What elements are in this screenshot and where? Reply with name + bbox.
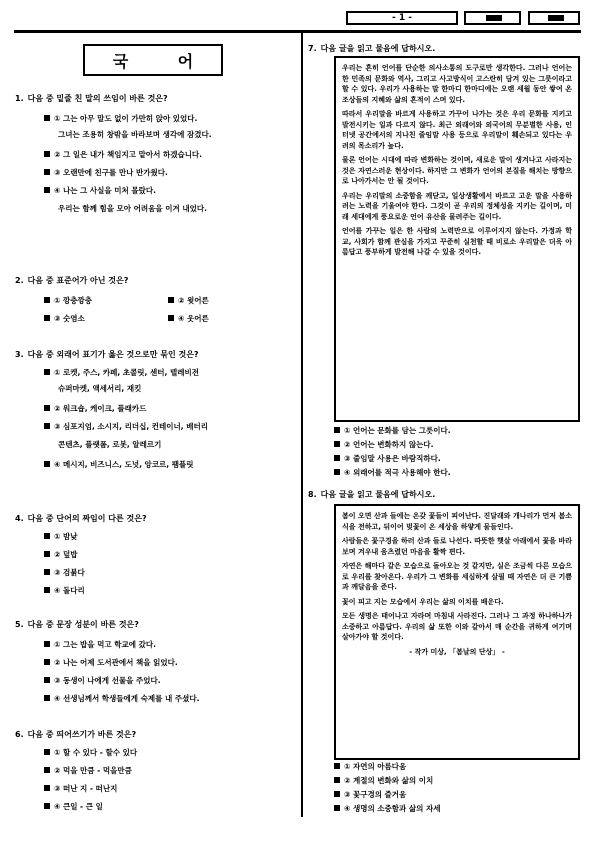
q3-option-3[interactable]: ③ 심포지엄, 소시지, 리더십, 컨테이너, 배터리 xyxy=(44,422,208,432)
q1-option-4[interactable]: ④ 나는 그 사실을 미처 몰랐다. xyxy=(44,186,156,196)
q4-option-2[interactable]: ② 덮밥 xyxy=(44,550,77,560)
q8-option-3[interactable]: ③ 꽃구경의 즐거움 xyxy=(334,790,406,800)
passage-paragraph: 꽃이 피고 지는 모습에서 우리는 삶의 이치를 배운다. xyxy=(342,597,504,606)
question-7: 7. 다음 글을 읽고 물음에 답하시오. xyxy=(308,44,436,53)
q3-option-4[interactable]: ④ 메시지, 비즈니스, 도넛, 앙코르, 팸플릿 xyxy=(44,460,193,470)
q5-option-4[interactable]: ④ 선생님께서 학생들에게 숙제를 내 주셨다. xyxy=(44,694,199,704)
header-box-3 xyxy=(528,11,580,25)
question-8: 8. 다음 글을 읽고 물음에 답하시오. xyxy=(308,490,436,499)
header-box-2 xyxy=(464,11,521,25)
passage-paragraph: 물론 언어는 시대에 따라 변화하는 것이며, 새로운 말이 생겨나고 사라지는 것은 자연스러운 현상이다. 하지만 그 변화가 언어의 본질을 해치는 방향으로 나아가서는 안 될 것이다. xyxy=(342,156,572,185)
q4-option-1[interactable]: ① 밤낮 xyxy=(44,532,77,542)
passage-paragraph: 봄이 오면 산과 들에는 온갖 꽃들이 피어난다. 진달래와 개나리가 먼저 봄소식을 전하고, 뒤이어 벚꽃이 온 세상을 하얗게 물들인다. xyxy=(342,512,572,531)
q7-option-2[interactable]: ② 언어는 변화하지 않는다. xyxy=(334,440,433,450)
q8-option-2[interactable]: ② 계절의 변화와 삶의 이치 xyxy=(334,776,433,786)
q3-option-1[interactable]: ① 로켓, 주스, 카페, 초콜릿, 센터, 텔레비전 xyxy=(44,368,199,378)
subject-title-box xyxy=(83,44,223,76)
q7-option-4[interactable]: ④ 외래어를 적극 사용해야 한다. xyxy=(334,468,451,478)
q3-continuation: 콘텐츠, 플랫폼, 로봇, 알레르기 xyxy=(58,440,162,449)
q4-option-4[interactable]: ④ 돌다리 xyxy=(44,586,85,596)
question-2: 2. 다음 중 표준어가 아닌 것은? xyxy=(15,276,129,285)
passage-paragraph: 언어를 가꾸는 일은 한 사람의 노력만으로 이루어지지 않는다. 가정과 학교, 사회가 함께 관심을 가지고 꾸준히 실천할 때 비로소 우리말은 더욱 아름답고 풍부하게 발전해 나갈 수 있을 것이다. xyxy=(342,227,572,256)
q7-option-3[interactable]: ③ 줄임말 사용은 바람직하다. xyxy=(334,454,441,464)
q1-continuation: 우리는 함께 힘을 모아 어려움을 이겨 내었다. xyxy=(58,204,207,213)
q2-option-1[interactable]: ① 깡충깡충 xyxy=(44,296,92,306)
q6-option-3[interactable]: ③ 떠난 지 - 떠난지 xyxy=(44,784,117,794)
passage-paragraph: 우리는 우리말의 소중함을 깨닫고, 일상생활에서 바르고 고운 말을 사용하려는 노력을 기울여야 한다. 그것이 곧 우리의 정체성을 지키는 길이며, 미래 세대에게 풍요로운 언어 유산을 물려주는 길이다. xyxy=(342,191,572,221)
q6-option-2[interactable]: ② 먹을 만큼 - 먹을만큼 xyxy=(44,766,132,776)
q7-option-1[interactable]: ① 언어는 문화를 담는 그릇이다. xyxy=(334,426,451,436)
q3-continuation: 슈퍼마켓, 액세서리, 재킷 xyxy=(58,384,142,393)
passage-paragraph: 사람들은 꽃구경을 하러 산과 들로 나선다. 따뜻한 햇살 아래에서 꽃을 바라보며 겨우내 움츠렸던 마음을 활짝 편다. xyxy=(342,537,572,556)
q3-option-2[interactable]: ② 워크숍, 케이크, 플래카드 xyxy=(44,404,146,414)
q5-option-2[interactable]: ② 나는 어제 도서관에서 책을 읽었다. xyxy=(44,658,178,668)
q5-option-1[interactable]: ① 그는 밥을 먹고 학교에 갔다. xyxy=(44,640,156,650)
passage-paragraph: 우리는 흔히 언어를 단순한 의사소통의 도구로만 생각한다. 그러나 언어는 한 민족의 문화와 역사, 그리고 사고방식이 고스란히 담겨 있는 그릇이라고 할 수 있다. 우리가 사용하는 말 한마디 한마디에는 오랜 세월 동안 쌓여 온 조상들의 지혜와 삶의 흔적이 스며 있다. xyxy=(342,64,572,104)
subject-title: 국 어 xyxy=(112,51,216,71)
question-3: 3. 다음 중 외래어 표기가 옳은 것으로만 묶인 것은? xyxy=(15,350,199,359)
q2-option-4[interactable]: ④ 웃어른 xyxy=(168,314,209,324)
question-5: 5. 다음 중 문장 성분이 바른 것은? xyxy=(15,620,139,629)
q1-option-1[interactable]: ① 그는 아무 말도 없이 가만히 앉아 있었다. xyxy=(44,114,197,124)
q2-option-3[interactable]: ③ 숫염소 xyxy=(44,314,85,324)
passage-paragraph: 모든 생명은 태어나고 자라며 마침내 사라진다. 그러나 그 과정 하나하나가 소중하고 아름답다. 우리의 삶 또한 이와 같아서 매 순간을 귀하게 여기며 살아가야 할 것이다. xyxy=(342,612,572,641)
q6-option-1[interactable]: ① 할 수 있다 - 할수 있다 xyxy=(44,748,137,758)
column-divider xyxy=(301,33,303,817)
question-4: 4. 다음 중 단어의 짜임이 다른 것은? xyxy=(15,514,147,523)
q4-option-3[interactable]: ③ 검붉다 xyxy=(44,568,85,578)
passage-box-2 xyxy=(334,504,580,760)
q1-option-2[interactable]: ② 그 일은 내가 책임지고 맡아서 하겠습니다. xyxy=(44,150,202,160)
q6-option-4[interactable]: ④ 큰일 - 큰 일 xyxy=(44,802,103,812)
q5-option-3[interactable]: ③ 동생이 나에게 선물을 주었다. xyxy=(44,676,161,686)
passage-paragraph: 따라서 우리말을 바르게 사용하고 가꾸어 나가는 것은 우리 문화를 지키고 발전시키는 일과 다르지 않다. 최근 외래어와 외국어의 무분별한 사용, 인터넷 공간에서의 지나친 줄임말 사용 등으로 우리말이 훼손되고 있다는 우려의 목소리가 높다. xyxy=(342,110,572,150)
q8-option-1[interactable]: ① 자연의 아름다움 xyxy=(334,762,406,772)
question-6: 6. 다음 중 띄어쓰기가 바른 것은? xyxy=(15,730,137,739)
q8-option-4[interactable]: ④ 생명의 소중함과 삶의 자세 xyxy=(334,804,441,814)
passage-paragraph: 자연은 해마다 같은 모습으로 돌아오는 것 같지만, 실은 조금씩 다른 모습으로 우리를 찾아온다. 우리가 그 변화를 세심하게 살필 때 자연은 더 큰 기쁨과 깨달음을 준다. xyxy=(342,562,572,591)
q2-option-2[interactable]: ② 윗어른 xyxy=(168,296,209,306)
top-rule xyxy=(14,30,581,33)
question-1: 1. 다음 중 밑줄 친 말의 쓰임이 바른 것은? xyxy=(15,94,168,103)
q1-continuation: 그녀는 조용히 창밖을 바라보며 생각에 잠겼다. xyxy=(58,130,212,139)
passage-source: - 작가 미상, 「봄날의 단상」 - xyxy=(409,647,505,656)
passage-box-1 xyxy=(334,56,580,422)
page-number-box: - 1 - xyxy=(346,11,458,25)
q1-option-3[interactable]: ③ 오랜만에 친구를 만나 반가웠다. xyxy=(44,168,168,178)
